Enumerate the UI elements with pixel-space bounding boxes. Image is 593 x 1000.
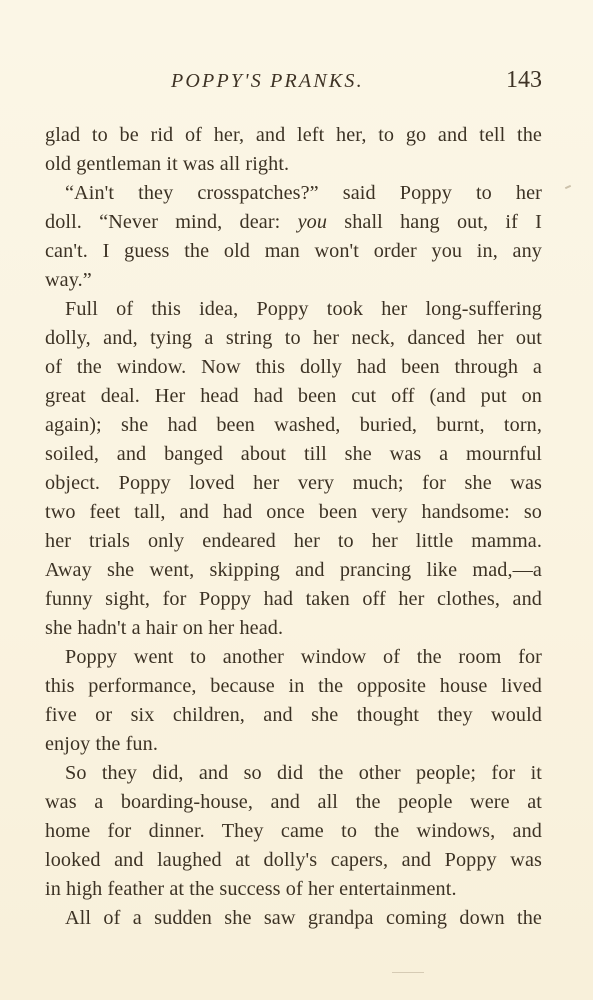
running-head: [45, 67, 542, 100]
text-line: All of a sudden she saw grandpa coming down the: [65, 907, 542, 929]
text-line: [45, 208, 542, 237]
text-line: Away she went, skipping and prancing like mad,—a: [45, 559, 542, 581]
text-line: this performance, because in the opposite house lived: [45, 675, 542, 697]
text-segment: shall hang out, if I: [344, 211, 542, 233]
text-line: Full of this idea, Poppy took her long-suffering: [65, 298, 542, 320]
text-line: in high feather at the success of her entertainment.: [45, 878, 457, 900]
text-line: of the window. Now this dolly had been through a: [45, 356, 542, 378]
text-line: Poppy went to another window of the room for: [65, 646, 542, 668]
text-segment: doll. “Never mind, dear:: [45, 211, 281, 233]
emphasis-you: you: [297, 211, 328, 233]
text-line: “Ain't they crosspatches?” said Poppy to her: [65, 182, 542, 204]
body-text: [45, 121, 542, 933]
text-line: was a boarding-house, and all the people were at: [45, 791, 542, 813]
text-line: again); she had been washed, buried, burnt, torn,: [45, 414, 542, 436]
text-line: great deal. Her head had been cut off (and put on: [45, 385, 542, 407]
text-line: five or six children, and she thought they would: [45, 704, 542, 726]
text-line: old gentleman it was all right.: [45, 153, 290, 175]
text-line: looked and laughed at dolly's capers, and Poppy was: [45, 849, 542, 871]
text-line: she hadn't a hair on her head.: [45, 617, 284, 639]
text-line: So they did, and so did the other people; for it: [65, 762, 542, 784]
margin-speck: [565, 185, 571, 189]
text-line: object. Poppy loved her very much; for she was: [45, 472, 542, 494]
text-line: soiled, and banged about till she was a mournful: [45, 443, 542, 465]
text-line: way.”: [45, 269, 92, 291]
text-line: glad to be rid of her, and left her, to go and tell the: [45, 124, 542, 146]
text-line: funny sight, for Poppy had taken off her clothes, and: [45, 588, 542, 610]
page-blemish: [392, 972, 424, 973]
text-line: two feet tall, and had once been very handsome: so: [45, 501, 542, 523]
text-line: home for dinner. They came to the windows, and: [45, 820, 542, 842]
text-line: her trials only endeared her to her little mamma.: [45, 530, 542, 552]
running-title: POPPY'S PRANKS.: [171, 70, 364, 92]
page-number: 143: [506, 67, 542, 93]
text-line: enjoy the fun.: [45, 733, 158, 755]
text-line: can't. I guess the old man won't order you in, any: [45, 240, 542, 262]
text-line: dolly, and, tying a string to her neck, danced her out: [45, 327, 542, 349]
